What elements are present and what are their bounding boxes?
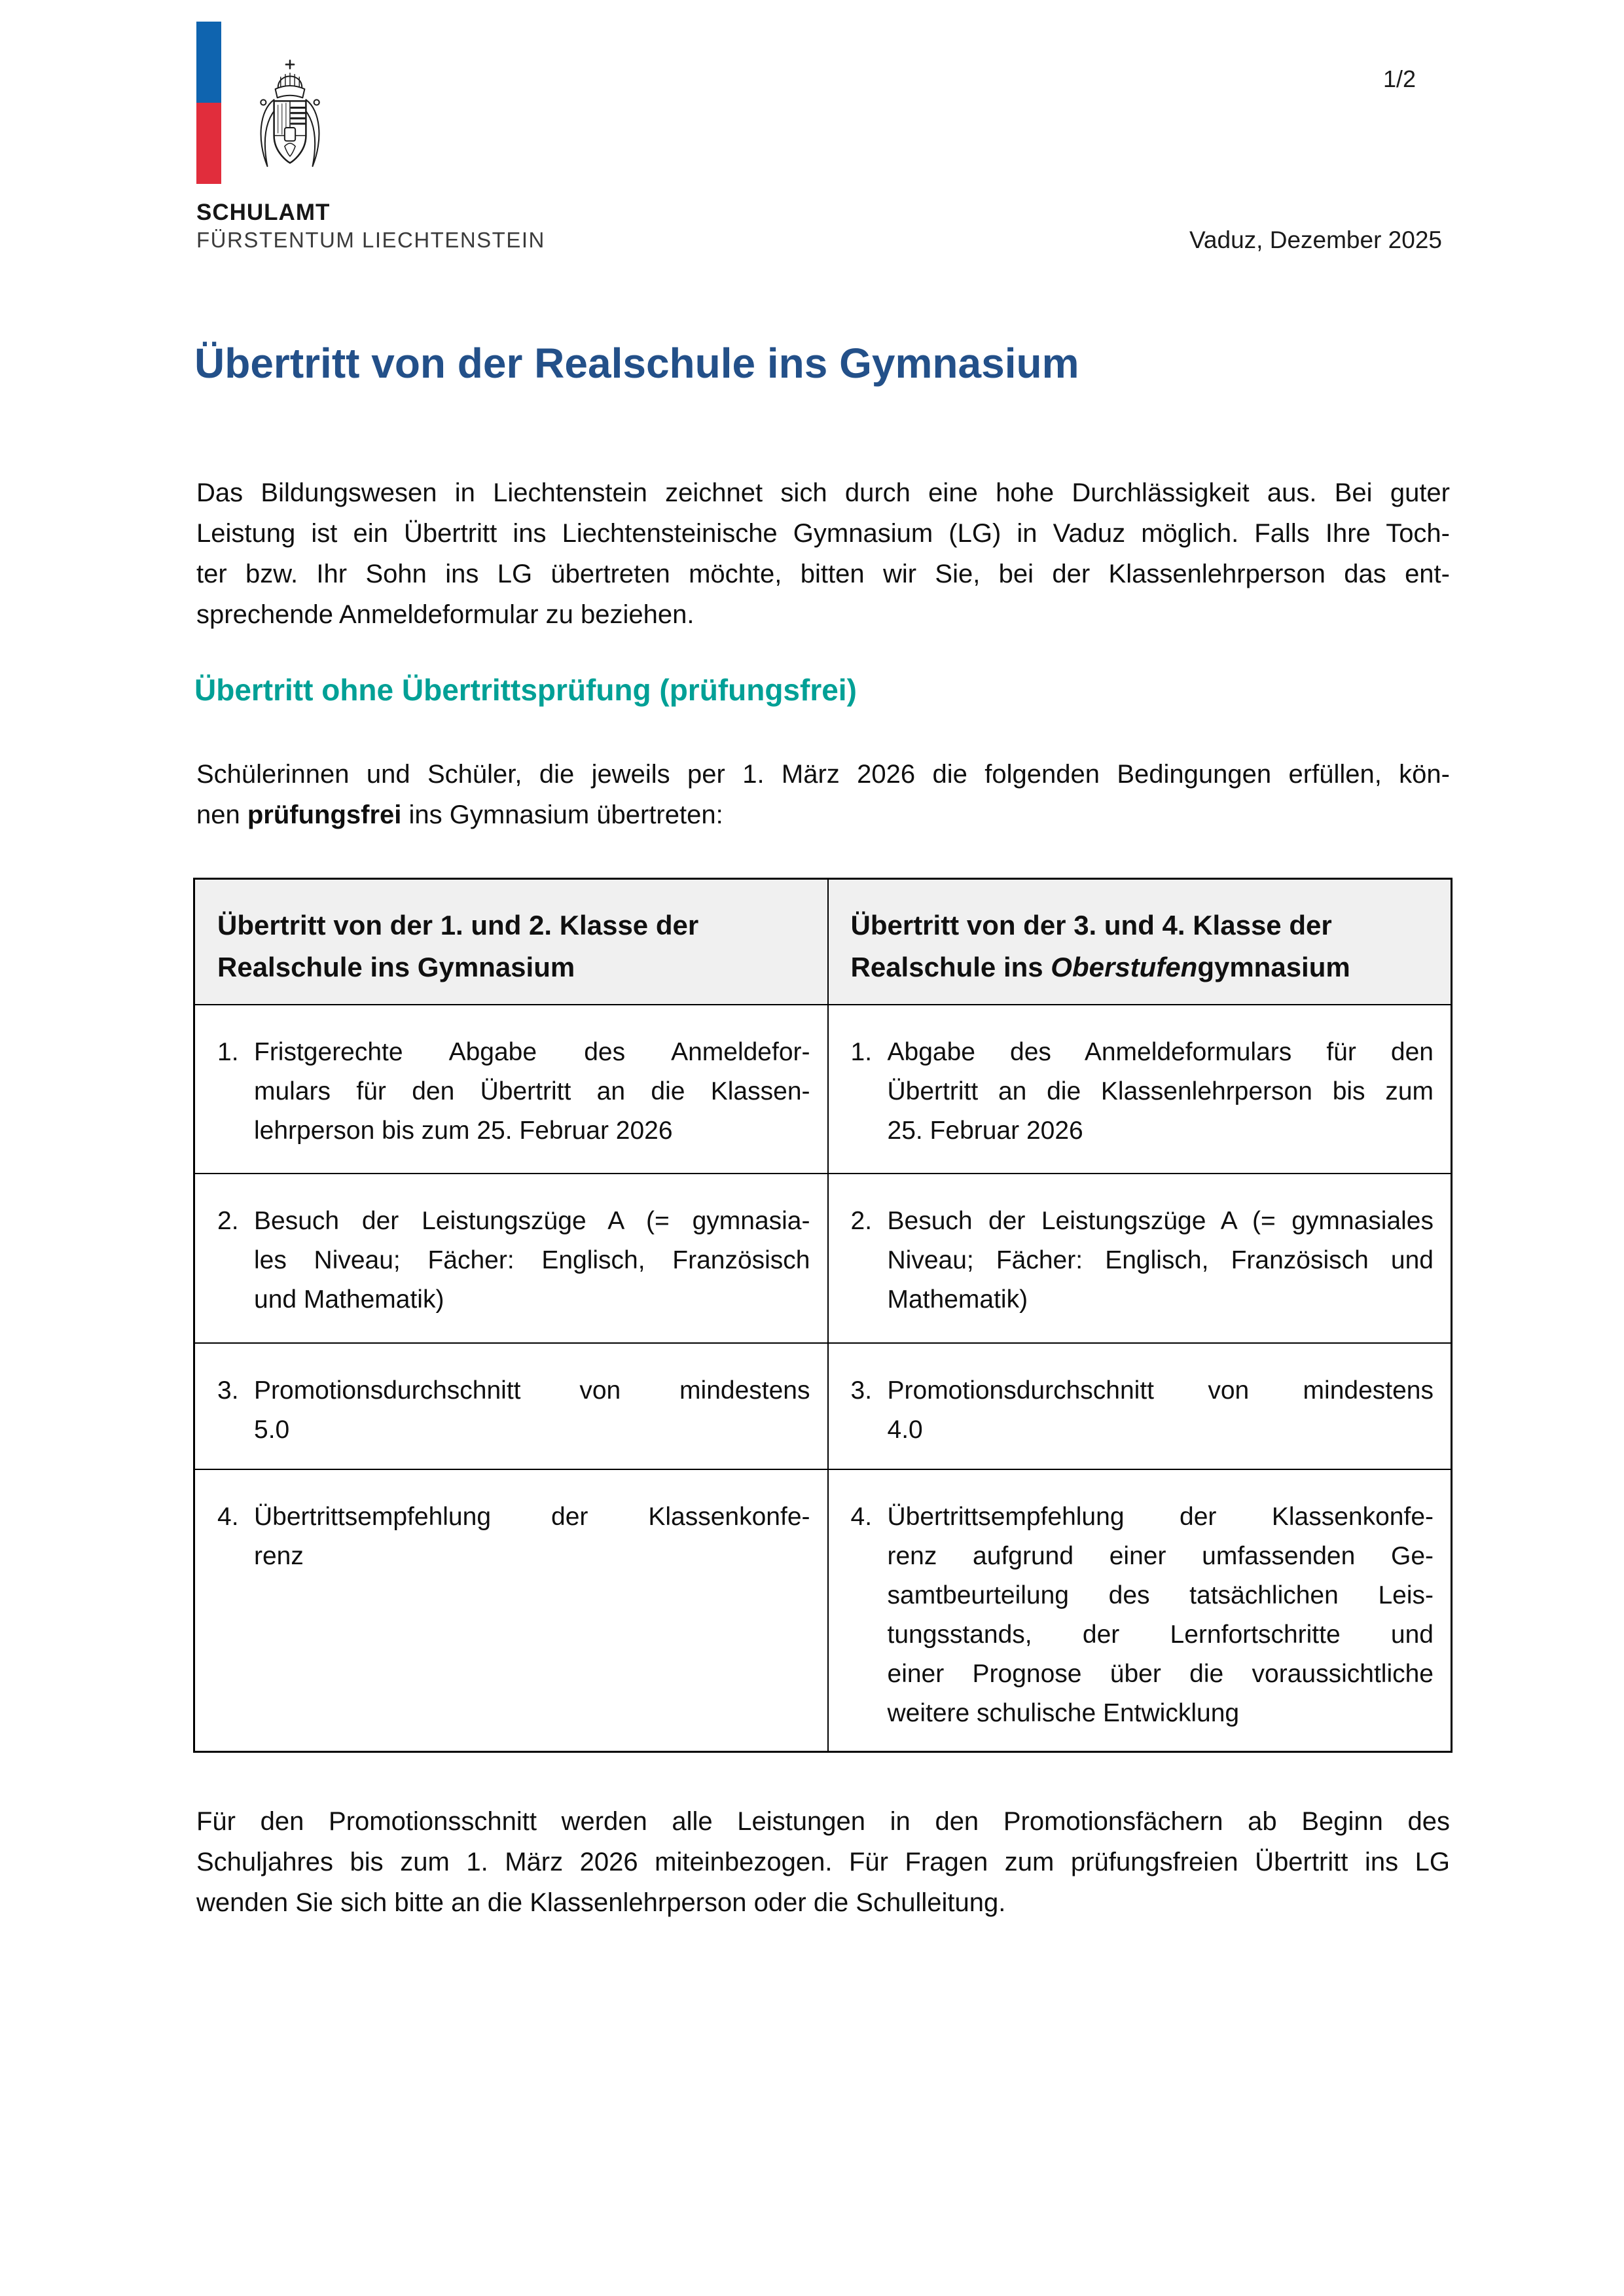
text-line: Für den Promotionsschnitt werden alle Leistungen in den Promotionsfächern ab Beginn des xyxy=(196,1807,1450,1836)
text-line: einer Prognose über die voraussichtliche xyxy=(887,1659,1434,1688)
table-row xyxy=(194,1343,1452,1469)
text-line: Schuljahres bis zum 1. März 2026 miteinbezogen. Für Fragen zum prüfungsfreien Übertritt ins LG xyxy=(196,1848,1450,1876)
text-line: Mathematik) xyxy=(887,1285,1028,1314)
text-line: Übertrittsempfehlung der Klassenkonfe- xyxy=(887,1502,1434,1531)
table-cell-right-3 xyxy=(828,1343,1452,1469)
text-line: Niveau; Fächer: Englisch, Französisch und xyxy=(887,1246,1434,1274)
text-line: ter bzw. Ihr Sohn ins LG übertreten möchte, bitten wir Sie, bei der Klassenlehrperson das ent- xyxy=(196,560,1450,588)
text-line: 5.0 xyxy=(254,1415,290,1444)
text-line: Promotionsdurchschnitt von mindestens xyxy=(254,1376,810,1405)
item-number: 4. xyxy=(217,1502,239,1531)
date-line: Vaduz, Dezember 2025 xyxy=(1189,226,1442,253)
text-line: Das Bildungswesen in Liechtenstein zeichnet sich durch eine hohe Durchlässigkeit aus. Bei guter xyxy=(196,478,1450,507)
conditions-table xyxy=(193,878,1453,1753)
table-header-right-line-2: Realschule ins Oberstufengymnasium xyxy=(850,952,1350,982)
item-number: 3. xyxy=(850,1376,873,1405)
item-number: 3. xyxy=(217,1376,239,1405)
org-name: SCHULAMT xyxy=(196,200,331,225)
item-number: 2. xyxy=(217,1206,239,1235)
text-line: Leistung ist ein Übertritt ins Liechtensteinische Gymnasium (LG) in Vaduz möglich. Falls Ihre Toch- xyxy=(196,519,1450,548)
pruefungsfrei-bold: prüfungsfrei xyxy=(247,800,402,829)
intro-paragraph xyxy=(196,473,1450,635)
table-cell-left-3 xyxy=(194,1343,828,1469)
table-header-left-text xyxy=(217,905,808,988)
conditions-line-1: Schülerinnen und Schüler, die jeweils per 1. März 2026 die folgenden Bedingungen erfüllen, kön- xyxy=(196,760,1450,789)
org-subtitle: FÜRSTENTUM LIECHTENSTEIN xyxy=(196,228,545,252)
oberstufen-italic: Oberstufen xyxy=(1051,952,1198,982)
page-number: 1/2 xyxy=(1382,65,1416,92)
conditions-line-2-post: ins Gymnasium übertreten: xyxy=(401,800,723,829)
table-row xyxy=(194,1469,1452,1752)
coat-of-arms-icon xyxy=(250,58,330,192)
text-line: lehrperson bis zum 25. Februar 2026 xyxy=(254,1116,673,1145)
table-row xyxy=(194,1005,1452,1174)
table-header-right xyxy=(828,879,1452,1005)
table-cell-left-1 xyxy=(194,1005,828,1174)
table-header-row xyxy=(194,879,1452,1005)
liechtenstein-flag-icon xyxy=(196,22,221,184)
text-line: 25. Februar 2026 xyxy=(887,1116,1083,1145)
section-heading: Übertritt ohne Übertrittsprüfung (prüfungsfrei) xyxy=(194,673,857,707)
text-line: Übertritt von der 1. und 2. Klasse der xyxy=(217,910,699,941)
page-title: Übertritt von der Realschule ins Gymnasium xyxy=(194,340,1079,387)
table-cell-right-4 xyxy=(828,1469,1452,1752)
text-line: tungsstands, der Lernfortschritte und xyxy=(887,1620,1434,1649)
text-line: Übertritt an die Klassenlehrperson bis zum xyxy=(887,1077,1434,1105)
text-line: samtbeurteilung des tatsächlichen Leis- xyxy=(887,1581,1434,1609)
table-row xyxy=(194,1174,1452,1343)
text-line: weitere schulische Entwicklung xyxy=(887,1698,1240,1727)
text-line: Besuch der Leistungszüge A (= gymnasia- xyxy=(254,1206,810,1235)
text-line: renz aufgrund einer umfassenden Ge- xyxy=(887,1541,1434,1570)
item-number: 2. xyxy=(850,1206,873,1235)
conditions-line-2 xyxy=(196,795,1450,835)
table-cell-right-1 xyxy=(828,1005,1452,1174)
conditions-line-2-pre: nen xyxy=(196,800,247,829)
text-line: Promotionsdurchschnitt von mindestens xyxy=(887,1376,1434,1405)
text-line: wenden Sie sich bitte an die Klassenlehrperson oder die Schulleitung. xyxy=(196,1888,1006,1917)
item-number: 4. xyxy=(850,1502,873,1531)
text-line: renz xyxy=(254,1541,304,1570)
closing-paragraph xyxy=(196,1801,1450,1923)
conditions-paragraph xyxy=(196,754,1450,835)
table-header-right-line-1: Übertritt von der 3. und 4. Klasse der xyxy=(850,910,1332,941)
text-line: Realschule ins Gymnasium xyxy=(217,952,575,982)
text-line: sprechende Anmeldeformular zu beziehen. xyxy=(196,600,695,629)
text-line: Fristgerechte Abgabe des Anmeldefor- xyxy=(254,1037,810,1066)
text-line: Abgabe des Anmeldeformulars für den xyxy=(887,1037,1434,1066)
header-logo xyxy=(196,22,785,257)
table-cell-right-2 xyxy=(828,1174,1452,1343)
text-line: les Niveau; Fächer: Englisch, Französisch xyxy=(254,1246,810,1274)
text-line: und Mathematik) xyxy=(254,1285,444,1314)
text-line: mulars für den Übertritt an die Klassen- xyxy=(254,1077,810,1105)
text-line: Übertrittsempfehlung der Klassenkonfe- xyxy=(254,1502,810,1531)
table-cell-left-4 xyxy=(194,1469,828,1752)
text-line: 4.0 xyxy=(887,1415,923,1444)
item-number: 1. xyxy=(850,1037,873,1066)
text-line: Besuch der Leistungszüge A (= gymnasiales xyxy=(887,1206,1434,1235)
table-cell-left-2 xyxy=(194,1174,828,1343)
item-number: 1. xyxy=(217,1037,239,1066)
table-header-left xyxy=(194,879,828,1005)
